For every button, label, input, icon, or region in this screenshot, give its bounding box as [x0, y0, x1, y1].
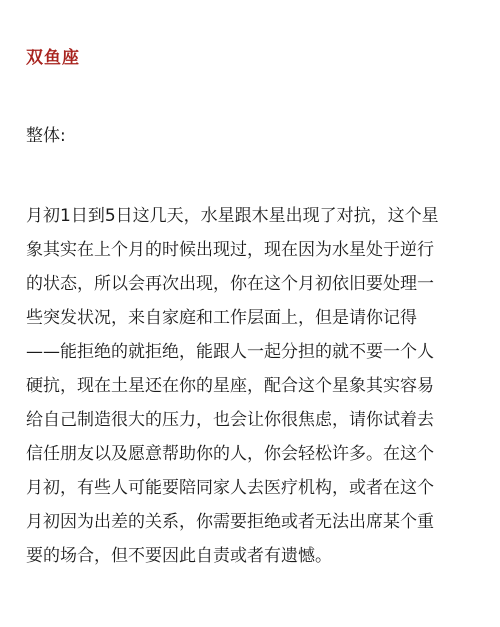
body-line: 月初1日到5日这几天，水星跟木星出现了对抗，这个星 [26, 206, 439, 226]
body-line: 硬抗，现在土星还在你的星座，配合这个星象其实容易 [26, 376, 434, 396]
article-title: 双鱼座 [26, 48, 80, 68]
body-line: 给自己制造很大的压力，也会让你很焦虑，请你试着去 [26, 410, 434, 430]
section-label-overall: 整体: [26, 126, 66, 146]
body-line: 月初，有些人可能要陪同家人去医疗机构，或者在这个 [26, 478, 434, 498]
body-line: 月初因为出差的关系，你需要拒绝或者无法出席某个重 [26, 512, 434, 532]
body-line: 要的场合，但不要因此自责或者有遗憾。 [26, 546, 332, 566]
body-line: 象其实在上个月的时候出现过，现在因为水星处于逆行 [26, 240, 434, 260]
body-line: ——能拒绝的就拒绝，能跟人一起分担的就不要一个人 [26, 342, 434, 362]
body-line: 些突发状况，来自家庭和工作层面上，但是请你记得 [26, 308, 417, 328]
body-line: 信任朋友以及愿意帮助你的人，你会轻松许多。在这个 [26, 444, 434, 464]
article-body [26, 199, 486, 573]
body-line: 的状态，所以会再次出现，你在这个月初依旧要处理一 [26, 274, 434, 294]
